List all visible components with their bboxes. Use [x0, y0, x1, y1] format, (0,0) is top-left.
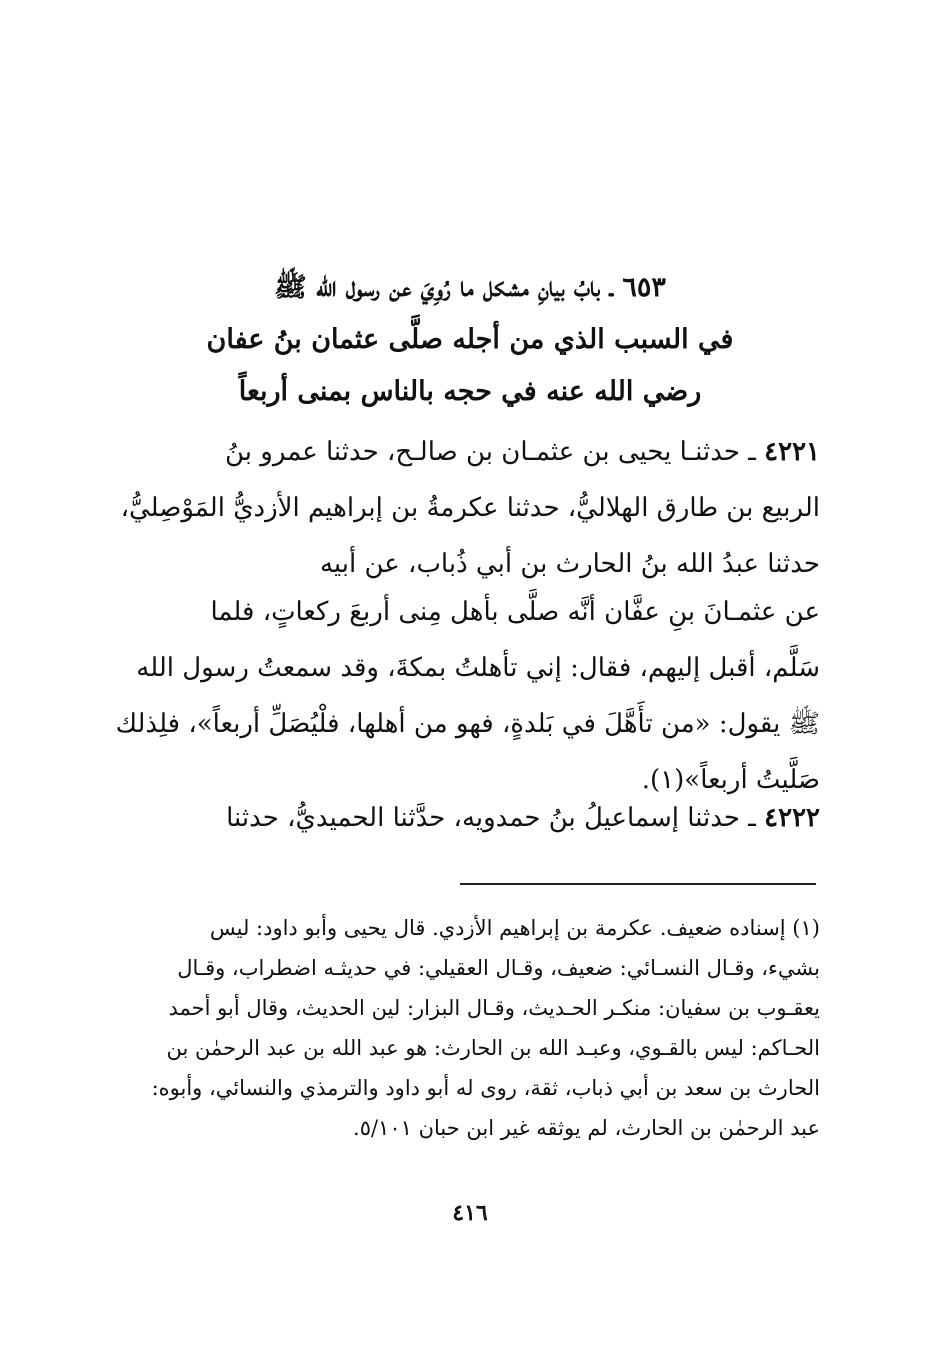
text-line [108, 424, 820, 480]
footnote-line: (١) إسناده ضعيف. عكرمة بن إبراهيم الأزدي. قال يحيى وأبو داود: ليس [209, 916, 820, 940]
hadith-4221-matn [108, 584, 820, 808]
text-run: ـ حدثنا إسماعيلُ بنُ حمدويه، حدَّثنا الحميديُّ، حدثنا [226, 803, 756, 833]
footnote-divider [460, 883, 816, 885]
hadith-4222-isnad [108, 790, 820, 846]
page-number: ٤١٦ [452, 1200, 488, 1226]
chapter-heading-line: في السبب الذي من أجله صلَّى عثمان بنُ عفان [206, 324, 734, 355]
chapter-heading-line: ٦٥٣ ـ بابُ بيانِ مشكل ما رُوِيَ عن رسول الله ﷺ [274, 272, 666, 303]
text-line: الربيع بن طارق الهلاليُّ، حدثنا عكرمةُ بن إبراهيم الأزديُّ المَوْصِليُّ، [120, 493, 820, 523]
text-line: سَلَّم، أقبل إليهم، فقال: إني تأهلتُ بمكةَ، وقد سمعتُ رسول الله [136, 653, 820, 683]
footnote-line: الحارث بن سعد بن أبي ذباب، ثقة، روى له أبو داود والترمذي والنسائي، وأبوه: [151, 1076, 820, 1100]
hadith-4221-isnad [108, 424, 820, 592]
text-line: عن عثمـانَ بنِ عفَّان أنَّه صلَّى بأهل مِنى أربعَ ركعاتٍ، فلما [210, 597, 820, 627]
hadith-number: ٤٢٢١ [764, 437, 820, 467]
hadith-number: ٤٢٢٢ [764, 803, 820, 833]
text-line: صَلَّيتُ أربعاً»(١). [641, 765, 820, 795]
chapter-heading [120, 262, 820, 418]
text-line: ﷺ يقول: «من تأَهَّلَ في بَلدةٍ، فهو من أهلها، فلْيُصَلِّ أربعاً»، فلِذلك [115, 709, 820, 739]
footnotes [108, 908, 820, 1148]
footnote-line: عبد الرحمٰن بن الحارث، لم يوثقه غير ابن حبان ٥/١٠١. [353, 1116, 820, 1140]
footnote-line: الحـاكم: ليس بالقـوي، وعبـد الله بن الحارث: هو عبد الله بن عبد الرحمٰن بن [166, 1036, 820, 1060]
text-line [108, 790, 820, 846]
text-line: حدثنا عبدُ الله بنُ الحارث بن أبي ذُباب، عن أبيه [319, 549, 820, 579]
chapter-heading-line: رضي الله عنه في حجه بالناس بمنى أربعاً [238, 376, 702, 407]
text-run: ـ حدثنـا يحيى بن عثمـان بن صالـح، حدثنا عمرو بنُ [225, 437, 756, 467]
footnote-line: يعقـوب بن سفيان: منكـر الحـديث، وقـال البزار: لين الحديث، وقال أبو أحمد [168, 996, 820, 1020]
footnote-line: بشيء، وقـال النسـائي: ضعيف، وقـال العقيلي: في حديثـه اضطراب، وقـال [177, 956, 820, 980]
